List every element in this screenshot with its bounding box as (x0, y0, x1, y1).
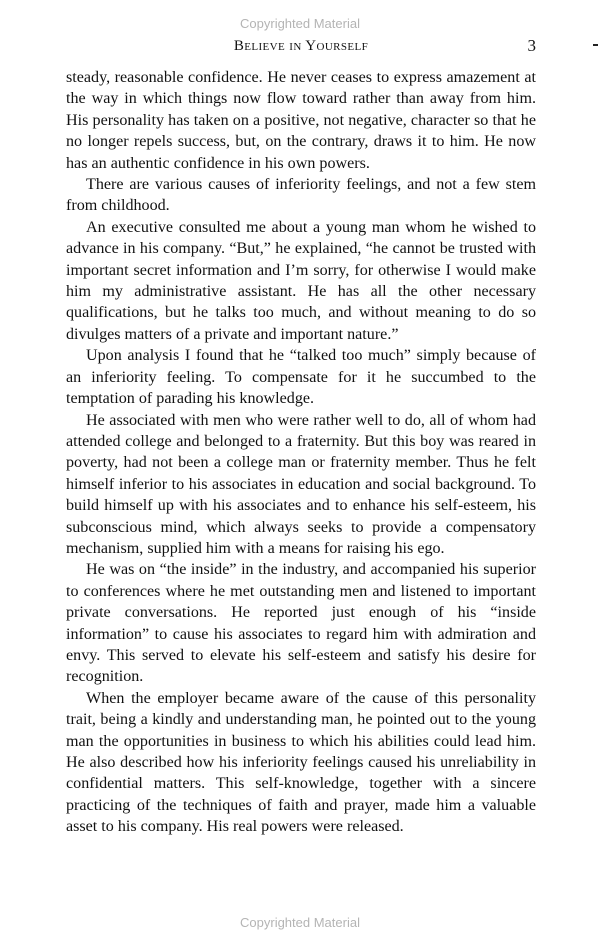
paragraph-7: When the employer became aware of the cause of this personality trait, being a kindly and understanding man, he pointed out to the young man the opportunities in business to which his abilities could lead him. He also described how his inferiority feelings caused his unreliability in confidential matters. This self-knowledge, together with a sincere practicing of the techniques of faith and prayer, made him a valuable asset to his company. His real powers were released. (66, 689, 536, 836)
chapter-title: Believe in Yourself (233, 38, 369, 54)
running-head (66, 36, 536, 60)
paragraph-4: Upon analysis I found that he “talked too much” simply because of an inferiority feeling. To compensate for it he succumbed to the temptation of parading his knowledge. (66, 347, 536, 408)
paragraph-3: An executive consulted me about a young man whom he wished to advance in his company. “But,” he explained, “he cannot be trusted with important secret information and I’m sorry, for otherwise I would make him my administrative assistant. He has all the other necessary qualifications, but he talks too much, and without meaning to do so divulges matters of a private and important nature.” (66, 218, 536, 343)
watermark-top: Copyrighted Material (240, 16, 360, 31)
body-text (66, 67, 536, 838)
edge-mark (593, 44, 598, 46)
watermark-bottom: Copyrighted Material (240, 915, 360, 930)
page-number: 3 (527, 36, 536, 55)
paragraph-2: There are various causes of inferiority feelings, and not a few stem from childhood. (66, 176, 536, 215)
paragraph-6: He was on “the inside” in the industry, and accompanied his superior to conferences where he met outstanding men and listened to important private conversations. He reported just enough of his “inside information” to cause his associates to regard him with admiration and envy. This served to elevate his self-esteem and satisfy his desire for recognition. (66, 561, 536, 686)
paragraph-1: steady, reasonable confidence. He never ceases to express amazement at the way in which things now flow toward rather than away from him. His personality has taken on a positive, not negative, character so that he no longer repels success, but, on the contrary, draws it to him. He now has an authentic confidence in his own powers. (66, 69, 536, 172)
paragraph-5: He associated with men who were rather well to do, all of whom had attended college and belonged to a fraternity. But this boy was reared in poverty, had not been a college man or fraternity member. Thus he felt himself inferior to his associates in education and social background. To build himself up with his associates and to enhance his self-esteem, his subconscious mind, which always seeks to provide a compensatory mechanism, supplied him with a means for raising his ego. (66, 411, 536, 557)
